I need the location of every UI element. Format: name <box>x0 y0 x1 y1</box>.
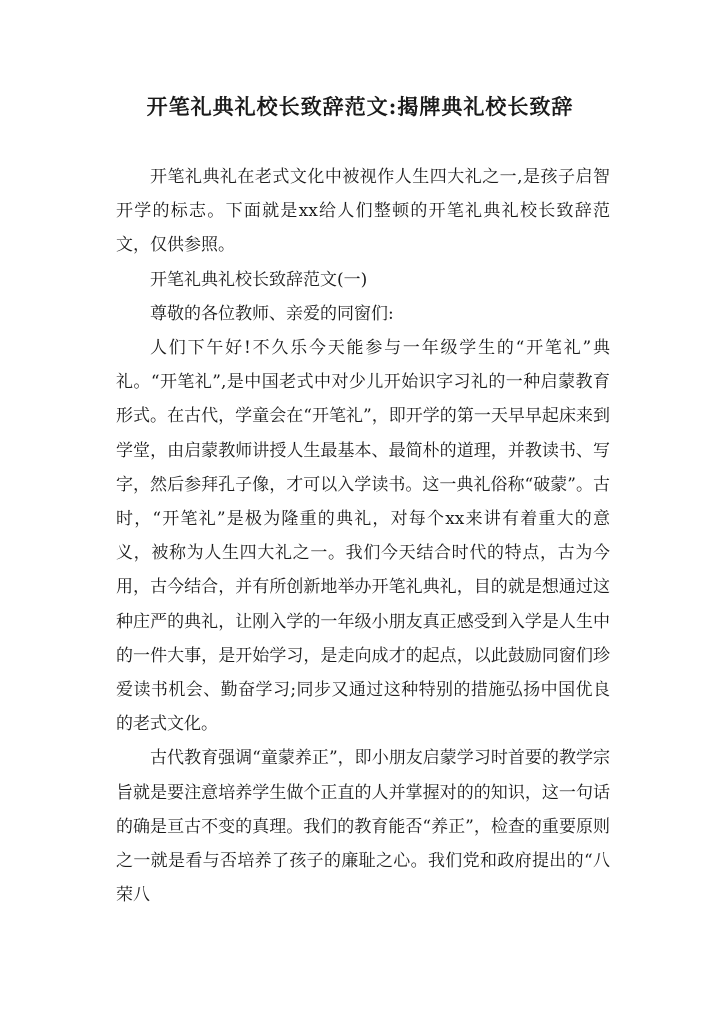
document-title: 开笔礼典礼校长致辞范文:揭牌典礼校长致辞 <box>146 94 574 119</box>
salutation: 尊敬的各位教师、亲爱的同窗们: <box>150 303 394 324</box>
section-heading: 开笔礼典礼校长致辞范文(一) <box>150 269 368 290</box>
intro-paragraph: 开笔礼典礼在老式文化中被视作人生四大礼之一,是孩子启智开学的标志。下面就是xx给人们整顿的开笔礼典礼校长致辞范文，仅供参照。 <box>116 167 610 256</box>
body-paragraph: 古代教育强调“童蒙养正”，即小朋友启蒙学习时首要的教学宗旨就是要注意培养学生做个正直的人并掌握对的的知识，这一句话的确是亘古不变的真理。我们的教育能否“养正”，检查的重要原则之一就是看与否培养了孩子的廉耻之心。我们党和政府提出的“八荣八 <box>116 748 610 906</box>
body-paragraph: 人们下午好!不久乐今天能参与一年级学生的“开笔礼”典礼。“开笔礼”,是中国老式中对少儿开始识字习礼的一种启蒙教育形式。在古代，学童会在“开笔礼”，即开学的第一天早早起床来到学堂，由启蒙教师讲授人生最基本、最简朴的道理，并教读书、写字，然后参拜孔子像，才可以入学读书。这一典礼俗称“破蒙”。古时，“开笔礼”是极为隆重的典礼，对每个xx来讲有着重大的意义，被称为人生四大礼之一。我们今天结合时代的特点，古为今用，古今结合，并有所创新地举办开笔礼典礼，目的就是想通过这种庄严的典礼，让刚入学的一年级小朋友真正感受到入学是人生中的一件大事，是开始学习，是走向成才的起点，以此鼓励同窗们珍爱读书机会、勤奋学习;同步又通过这种特别的措施弘扬中国优良的老式文化。 <box>116 338 610 735</box>
document-body <box>116 160 610 912</box>
